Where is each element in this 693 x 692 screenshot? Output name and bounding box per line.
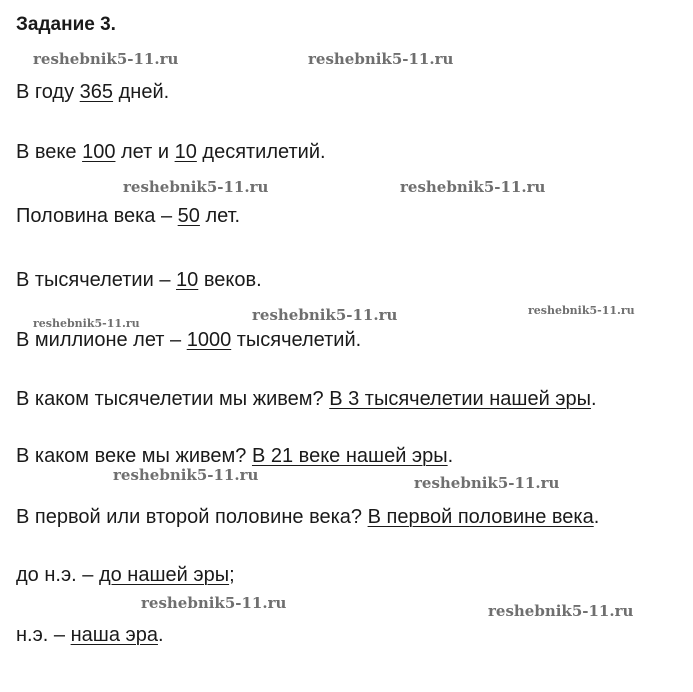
watermark: reshebnik5-11.ru	[33, 50, 179, 68]
answer-underlined: 10	[176, 269, 199, 291]
line-text: В миллионе лет –	[16, 329, 187, 351]
line-text: ;	[229, 564, 235, 586]
text-line-which-century	[16, 444, 453, 468]
line-text: В первой или второй половине века?	[16, 506, 368, 528]
watermark: reshebnik5-11.ru	[123, 178, 269, 196]
line-text: лет и	[115, 141, 175, 163]
watermark: reshebnik5-11.ru	[33, 317, 140, 330]
watermark: reshebnik5-11.ru	[141, 594, 287, 612]
text-line-century-years	[16, 140, 326, 164]
watermark: reshebnik5-11.ru	[308, 50, 454, 68]
line-text: .	[447, 445, 454, 467]
answer-underlined: В 21 веке нашей эры	[251, 445, 448, 467]
answer-underlined: В первой половине века	[367, 506, 594, 528]
task-title: Задание 3.	[16, 14, 116, 35]
answer-underlined: 365	[79, 81, 114, 103]
line-text: Половина века –	[16, 205, 178, 227]
answer-underlined: В 3 тысячелетии нашей эры	[329, 388, 592, 410]
line-text: дней.	[113, 81, 170, 103]
line-text: .	[157, 624, 164, 646]
text-line-half-century	[16, 204, 240, 228]
text-line-which-half	[16, 505, 599, 529]
line-text: н.э. –	[16, 624, 71, 646]
line-text: веков.	[198, 269, 262, 291]
text-line-which-millennium	[16, 387, 597, 411]
answer-underlined: 1000	[186, 329, 232, 351]
line-text: В тысячелетии –	[16, 269, 177, 291]
line-text: В каком тысячелетии мы живем?	[16, 388, 330, 410]
watermark: reshebnik5-11.ru	[528, 304, 635, 317]
line-text: лет.	[199, 205, 241, 227]
answer-underlined: наша эра	[70, 624, 158, 646]
line-text: десятилетий.	[196, 141, 326, 163]
watermark: reshebnik5-11.ru	[488, 602, 634, 620]
line-text: В каком веке мы живем?	[16, 445, 252, 467]
text-line-year-days	[16, 80, 169, 104]
line-text: .	[591, 388, 597, 410]
line-text: .	[593, 506, 600, 528]
text-line-millennium-centuries	[16, 268, 262, 292]
watermark: reshebnik5-11.ru	[252, 306, 398, 324]
line-text: В году	[16, 81, 80, 103]
line-text: В веке	[16, 141, 83, 163]
watermark: reshebnik5-11.ru	[414, 474, 560, 492]
answer-underlined: 50	[177, 205, 200, 227]
line-text: до н.э. –	[16, 564, 99, 586]
answer-underlined: 100	[82, 141, 116, 163]
text-line-bc	[16, 563, 235, 587]
watermark: reshebnik5-11.ru	[113, 466, 259, 484]
text-line-million-years	[16, 328, 361, 352]
watermark: reshebnik5-11.ru	[400, 178, 546, 196]
line-text: тысячелетий.	[231, 329, 362, 351]
answer-underlined: до нашей эры	[98, 564, 230, 586]
answer-underlined: 10	[174, 141, 197, 163]
text-line-ad	[16, 623, 164, 647]
